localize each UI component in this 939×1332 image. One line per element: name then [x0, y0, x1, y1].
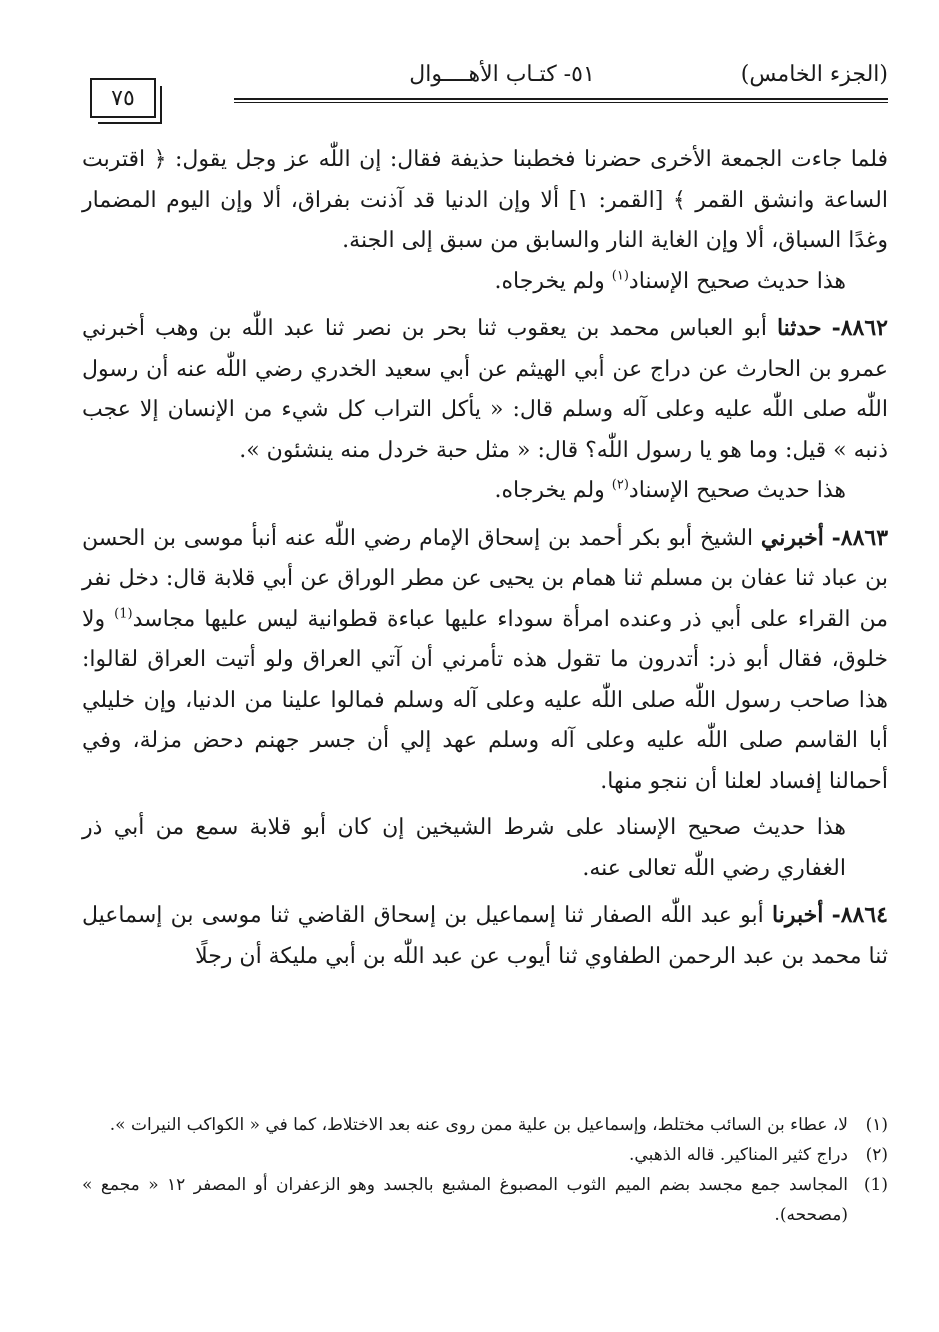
paragraph-text: هذا حديث صحيح الإسناد — [628, 478, 846, 503]
footnote-mark: (٢) — [865, 1145, 888, 1165]
footnote-mark: (1) — [863, 1175, 888, 1195]
page-number: ٧٥ — [111, 85, 135, 111]
footnote-mark: (١) — [865, 1115, 888, 1135]
paragraph-text: هذا حديث صحيح الإسناد على شرط الشيخين إن كان أبو قلابة سمع من أبي ذر الغفاري رضي اللّٰه تعالى عنه. — [82, 815, 846, 881]
paragraph-text: الشيخ أبو بكر أحمد بن إسحاق الإمام رضي اللّٰه عنه أنبأ موسى بن الحسن بن عباد ثنا عفان بن مسلم ثنا همام بن يحيى عن مطر الوراق عن أبي قلابة قال: دخل نفر من القراء على أبي ذر وعنده امرأة سوداء عليها عباءة قطوانية ليس عليها مجاسد — [82, 525, 888, 632]
paragraph — [82, 808, 888, 889]
footnote-ref: (١) — [611, 268, 629, 284]
paragraph-tail: ولا خلوق، فقال أبو ذر: أتدرون ما تقول هذه تأمرني أن آتي العراق ولو أتيت العراق لقالوا: هذا صاحب رسول اللّٰه صلى اللّٰه عليه وعلى آله وسلم فمالوا علينا من الدنيا، وإن خليلي أبا القاسم صلى اللّٰه عليه وعلى آله وسلم عهد إلي أن جسر جهنم دحض مزلة، وفي أحمالنا إفساد لعلنا أن ننجو منها. — [82, 606, 888, 794]
header-rule — [234, 98, 888, 100]
paragraph-text: أبو عبد اللّٰه الصفار ثنا إسماعيل بن إسحاق القاضي ثنا موسى بن إسماعيل ثنا محمد بن عبد الرحمن الطفاوي ثنا أيوب عن عبد اللّٰه بن أبي مليكة أن رجلًا — [82, 903, 888, 969]
paragraph-text: هذا حديث صحيح الإسناد — [628, 268, 846, 294]
footnote-text: دراج كثير المناكير. قاله الذهبي. — [629, 1145, 848, 1165]
footnote — [82, 1140, 888, 1170]
hadith-lead: أخبرنا — [772, 902, 824, 928]
page-header — [82, 58, 888, 111]
hadith-number: ٨٨٦٢- — [831, 315, 888, 341]
paragraph-text: أبو العباس محمد بن يعقوب ثنا بحر بن نصر ثنا عبد اللّٰه بن وهب أخبرني عمرو بن الحارث عن دراج عن أبي الهيثم عن أبي سعيد الخدري رضي اللّٰه عنه أن رسول اللّٰه صلى اللّٰه عليه وعلى آله وسلم قال: « يأكل التراب كل شيء من الإنسان إلا عجب ذنبه » قيل: وما هو يا رسول اللّٰه؟ قال: « مثل حبة خردل منه ينشئون ». — [82, 316, 888, 463]
part-title: (الجزء الخامس) — [740, 62, 888, 87]
book-title: ٥١- كتـاب الأهــــوال — [409, 62, 595, 87]
hadith-number: ٨٨٦٤- — [831, 902, 888, 928]
paragraph-tail: ولم يخرجاه. — [494, 268, 612, 294]
paragraph — [82, 140, 888, 262]
hadith-number: ٨٨٦٣- — [831, 524, 889, 551]
header-rule-thin — [234, 102, 888, 103]
paragraph-tail: ولم يخرجاه. — [494, 478, 612, 503]
page-number-box — [90, 78, 156, 118]
hadith-8863 — [82, 518, 888, 803]
paragraph-text: فلما جاءت الجمعة الأخرى حضرنا فخطبنا حذيفة فقال: إن اللّٰه عز وجل يقول: ﴿ اقتربت الساعة وانشق القمر ﴾ [القمر: ١] ألا وإن الدنيا قد آذنت بفراق، ألا وإن اليوم المضمار وغدًا السباق، ألا وإن الغاية النار والسابق من سبق إلى الجنة. — [82, 147, 889, 253]
hadith-lead: أخبرني — [760, 524, 824, 551]
footnote-ref: (1) — [114, 606, 133, 622]
footnotes — [82, 1110, 888, 1230]
hadith-8864 — [82, 895, 888, 977]
hadith-8862 — [82, 308, 888, 471]
footnote-ref: (٢) — [611, 477, 629, 493]
footnote-text: المجاسد جمع مجسد بضم الميم الثوب المصبوغ المشبع بالجسد وهو الزعفران أو المصفر ١٢ « مجمع » (مصححه). — [82, 1175, 848, 1225]
footnote — [82, 1170, 888, 1230]
paragraph — [82, 262, 888, 303]
main-text — [82, 140, 888, 977]
footnote — [82, 1110, 888, 1140]
paragraph — [82, 471, 888, 512]
hadith-lead: حدثنا — [776, 315, 822, 341]
footnote-text: لا، عطاء بن السائب مختلط، وإسماعيل بن علية ممن روى عنه بعد الاختلاط، كما في « الكواكب النيرات ». — [109, 1115, 848, 1135]
